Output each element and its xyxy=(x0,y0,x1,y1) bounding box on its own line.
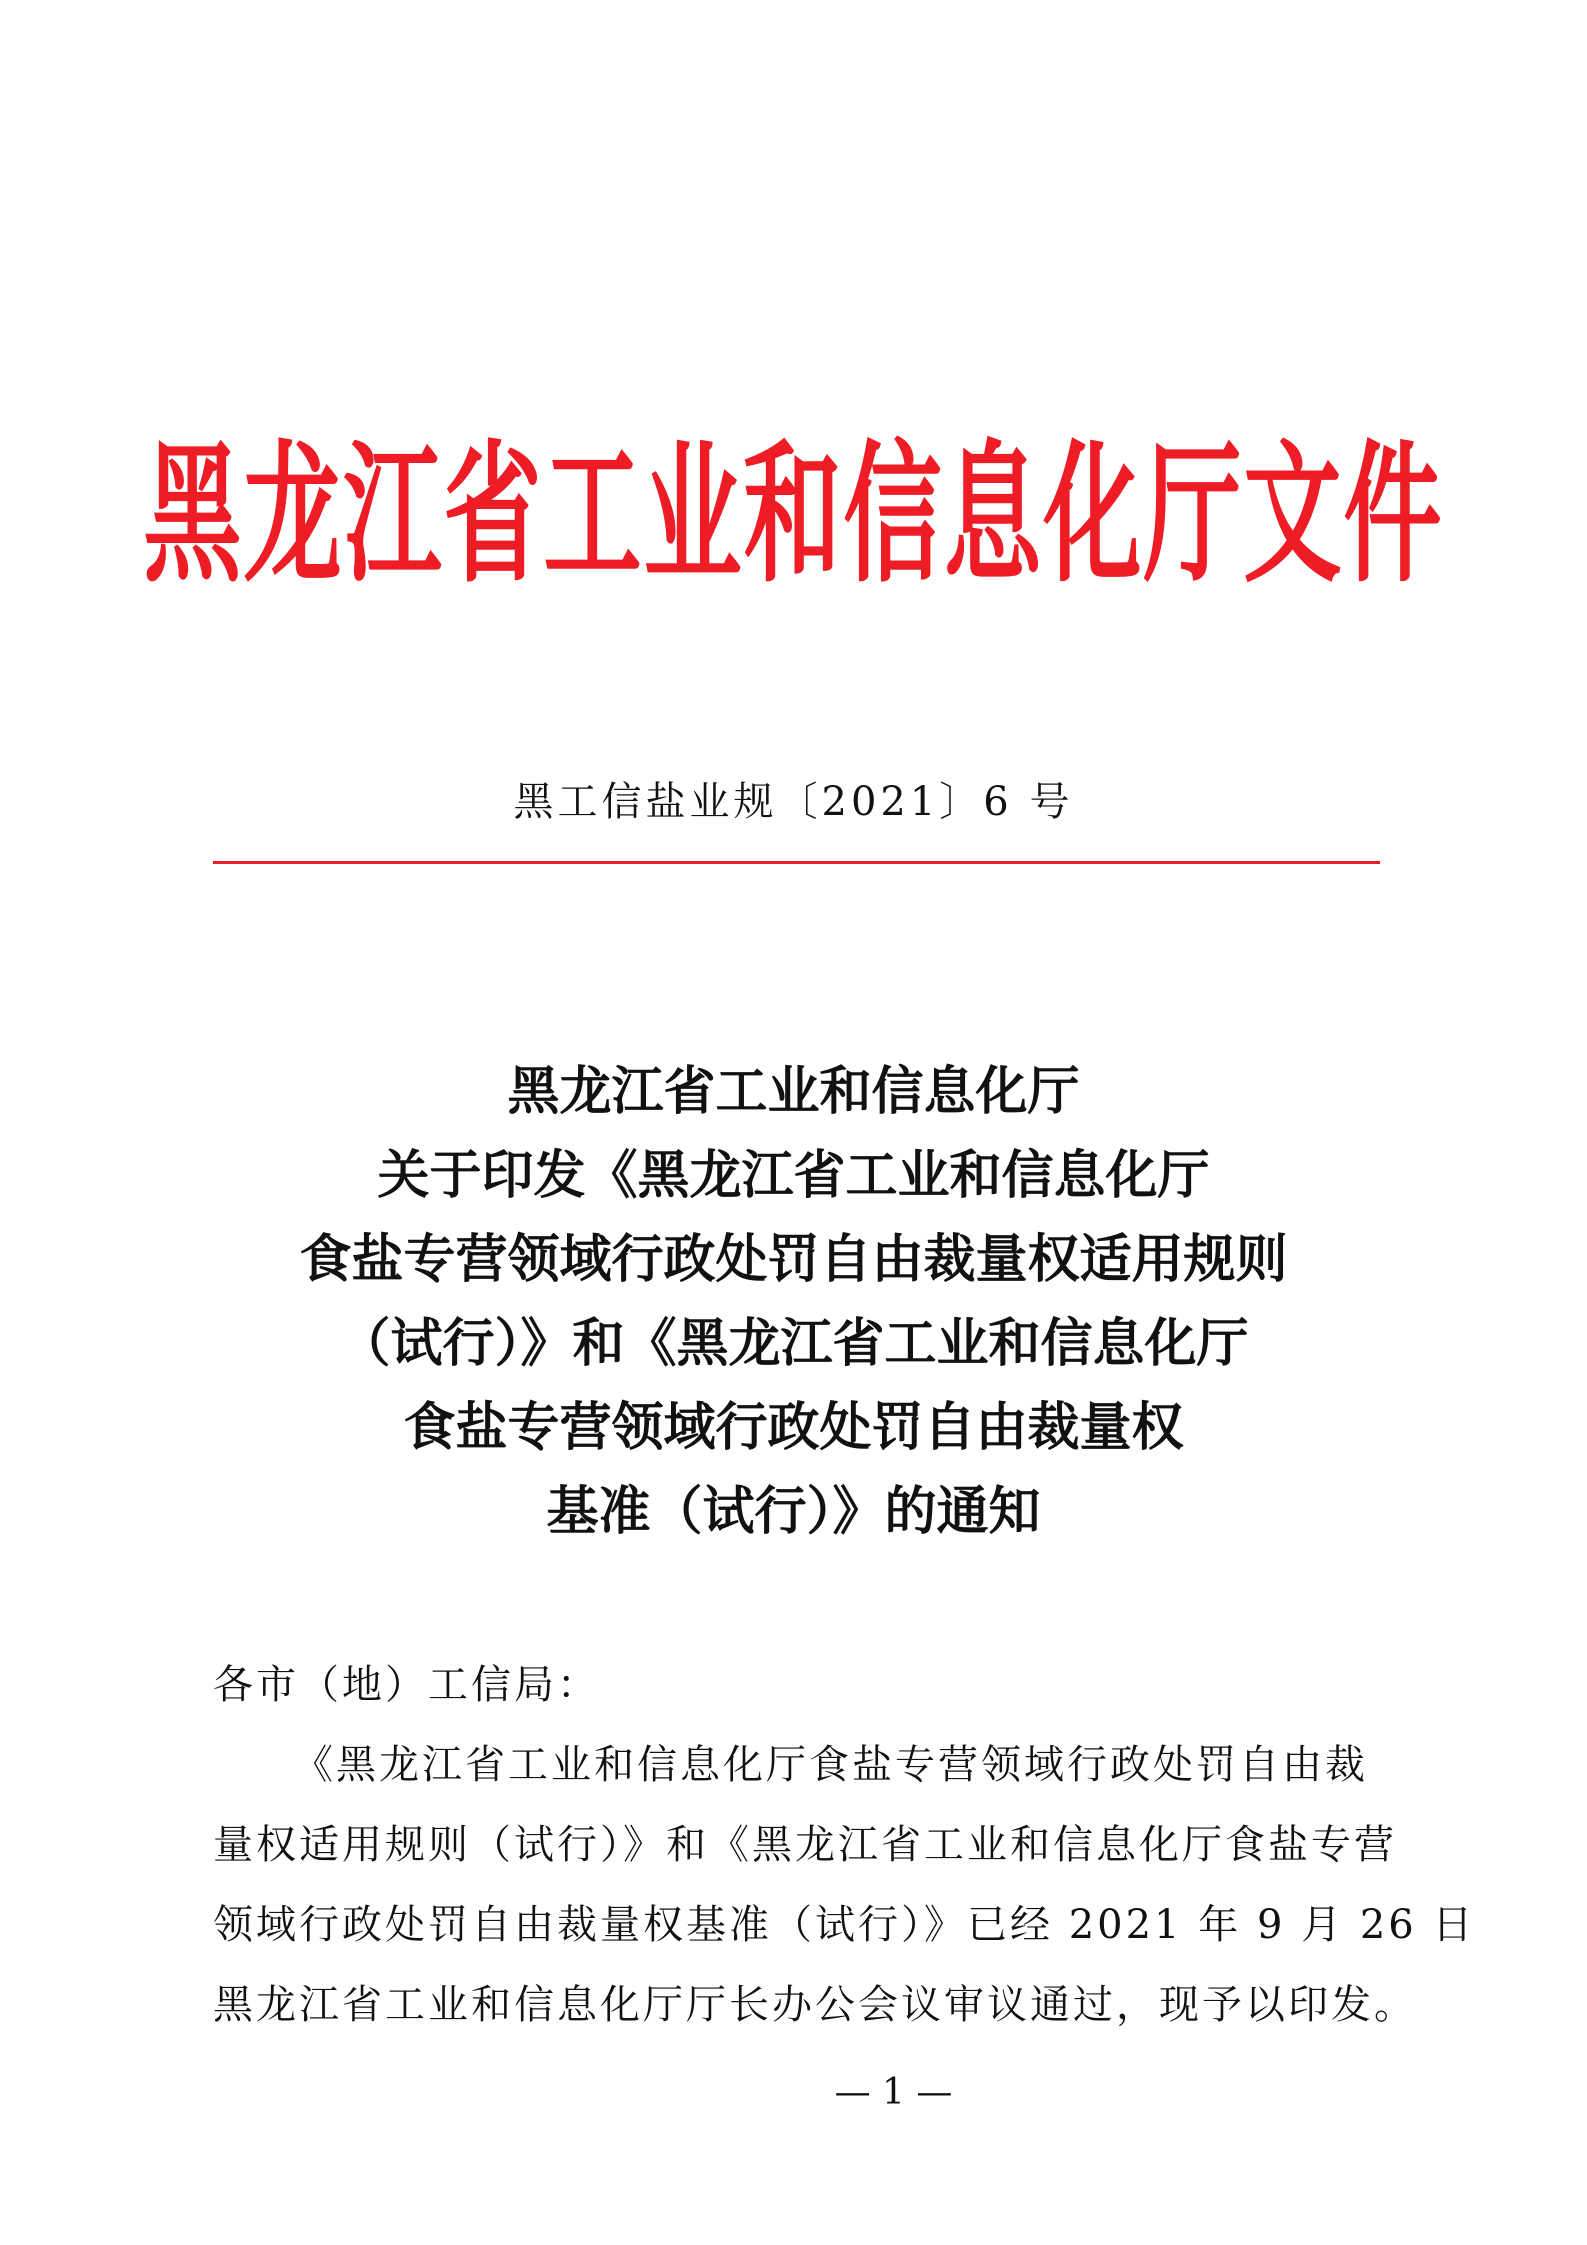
document-title xyxy=(0,1050,1587,1554)
body-text-line: 《黑龙江省工业和信息化厅食盐专营领域行政处罚自由裁 xyxy=(293,1742,1368,1788)
title-line: 食盐专营领域行政处罚自由裁量权适用规则 xyxy=(299,1229,1288,1290)
title-line: 基准（试行）》的通知 xyxy=(546,1481,1041,1542)
issuer-header-title: 黑龙江省工业和信息化厅文件 xyxy=(143,427,1444,605)
addressee: 各市（地）工信局： xyxy=(213,1662,600,1708)
title-line: （试行）》和《黑龙江省工业和信息化厅 xyxy=(338,1313,1249,1374)
title-line: 食盐专营领域行政处罚自由裁量权 xyxy=(403,1397,1184,1458)
body-text-line: 领域行政处罚自由裁量权基准（试行）》已经 2021 年 9 月 26 日 xyxy=(213,1902,1476,1948)
document-number: 黑工信盐业规〔2021〕6 号 xyxy=(513,779,1074,825)
page-number: — 1 — xyxy=(834,2072,953,2113)
body-text-line: 黑龙江省工业和信息化厅厅长办公会议审议通过，现予以印发。 xyxy=(213,1982,1417,2028)
title-line: 黑龙江省工业和信息化厅 xyxy=(507,1061,1080,1122)
red-separator-line xyxy=(213,861,1380,864)
body-text-line: 量权适用规则（试行）》和《黑龙江省工业和信息化厅食盐专营 xyxy=(213,1822,1397,1868)
title-line: 关于印发《黑龙江省工业和信息化厅 xyxy=(377,1145,1210,1206)
